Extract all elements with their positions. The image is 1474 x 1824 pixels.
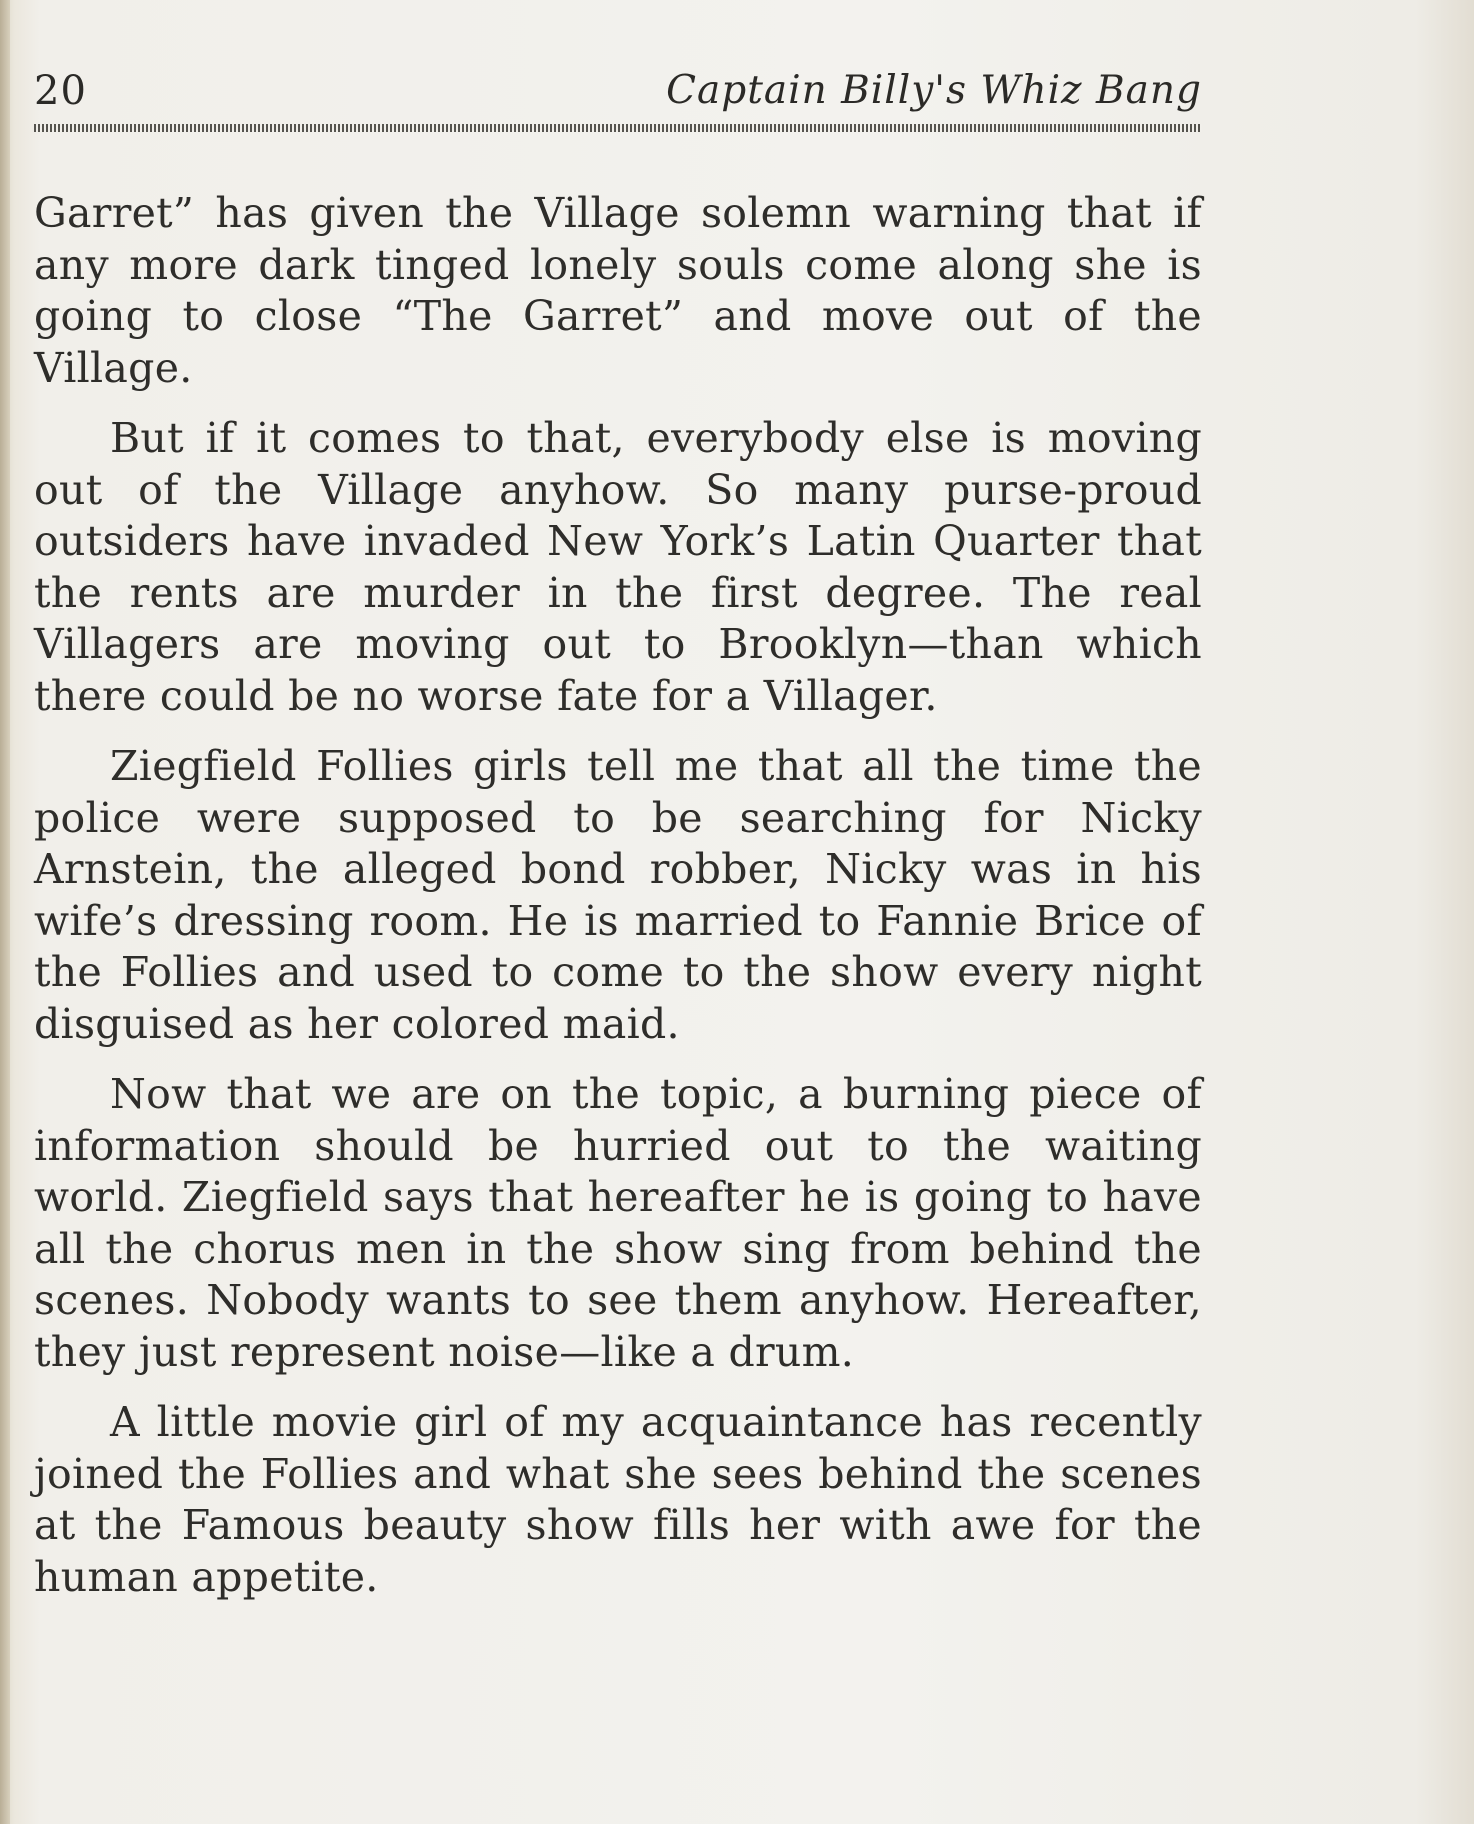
- page-number: 20: [34, 68, 87, 114]
- paragraph-3: Ziegfield Follies girls tell me that all the time the police were supposed to be searching for Nicky Arnstein, the alleged bond robber, Nicky was in his wife’s dressing room. He is married to Fannie Brice of the Follies and used to come to the show every night disguised as her colored maid.: [34, 742, 1202, 1048]
- paragraph-2: But if it comes to that, everybody else is moving out of the Village anyhow. So many purse-proud outsiders have invaded New York’s Latin Quarter that the rents are murder in the first degree. The real Villagers are moving out to Brooklyn—than which there could be no worse fate for a Villager.: [34, 414, 1202, 720]
- page-header: [34, 64, 1202, 126]
- paragraph-1: Garret” has given the Village solemn warning that if any more dark tinged lonely souls come along she is going to close “The Garret” and move out of the Village.: [34, 189, 1202, 392]
- paragraph-4: Now that we are on the topic, a burning piece of information should be hurried out to the waiting world. Ziegfield says that hereafter he is going to have all the chorus men in the show sing from behind the scenes. Nobody wants to see them anyhow. Hereafter, they just represent noise—like a drum.: [34, 1070, 1202, 1376]
- article-body: [34, 188, 1202, 1622]
- paragraph-5: A little movie girl of my acquaintance has recently joined the Follies and what she sees behind the scenes at the Famous beauty show fills her with awe for the human appetite.: [34, 1398, 1202, 1601]
- running-title: Captain Billy's Whiz Bang: [666, 68, 1202, 113]
- header-rule: [34, 124, 1202, 132]
